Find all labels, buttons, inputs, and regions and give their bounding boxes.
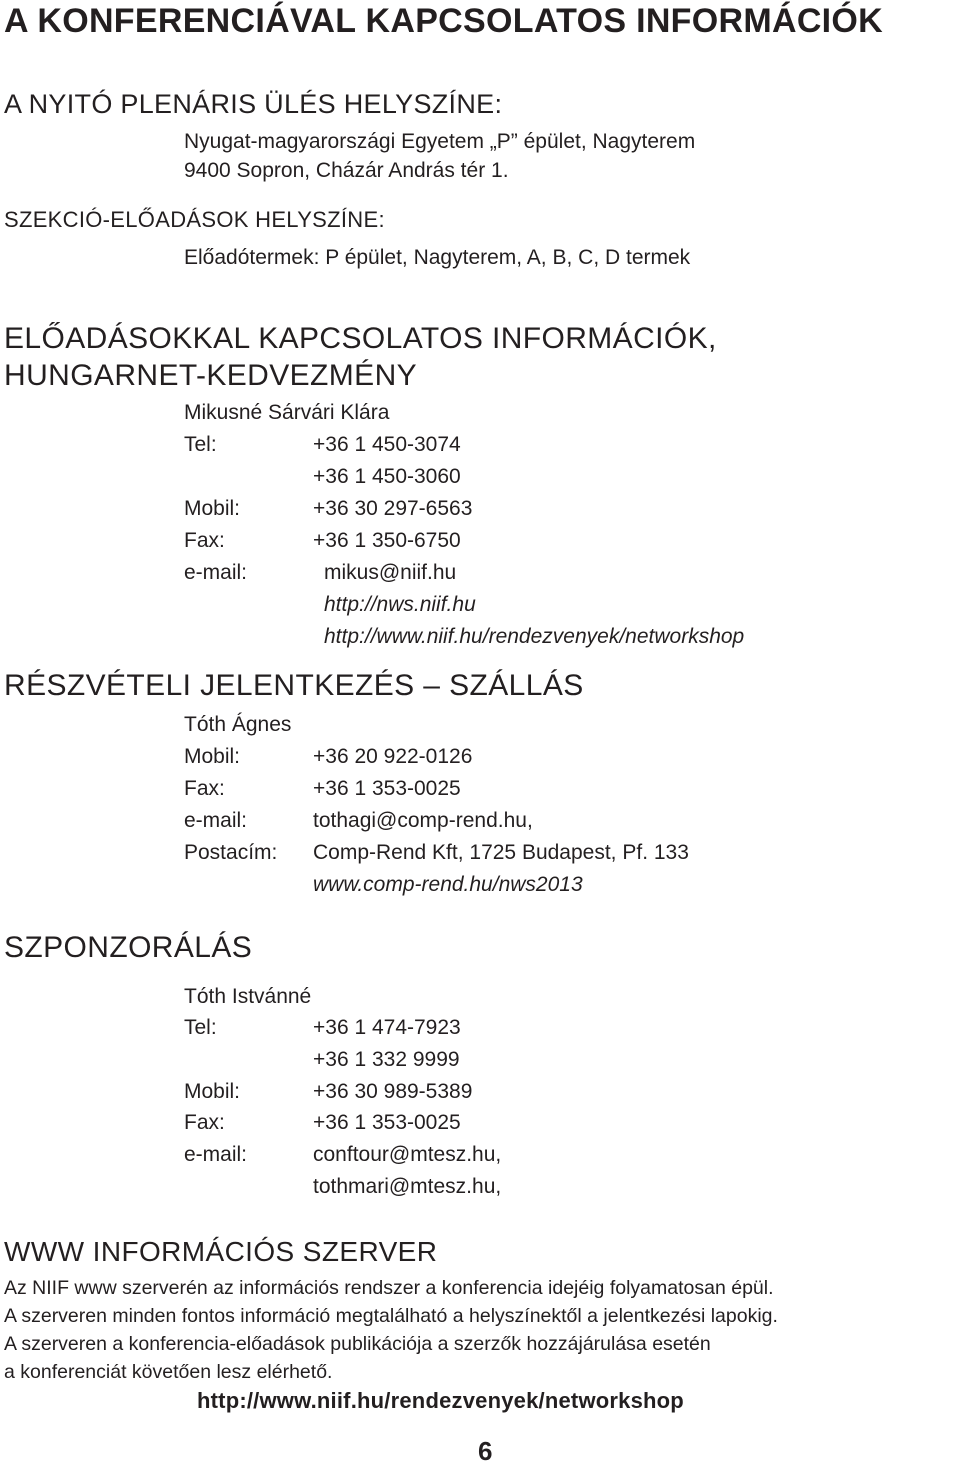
lectures-tel-1: +36 1 450-3074 bbox=[313, 433, 461, 456]
sponsor-mobil-label: Mobil: bbox=[184, 1080, 241, 1103]
lectures-fax-label: Fax: bbox=[184, 529, 225, 552]
opening-heading: A NYITÓ PLENÁRIS ÜLÉS HELYSZÍNE: bbox=[4, 89, 503, 119]
page-number: 6 bbox=[478, 1436, 493, 1466]
opening-location-line: Nyugat-magyarországi Egyetem „P” épület, Nagyterem bbox=[184, 130, 696, 153]
lectures-email-label: e-mail: bbox=[184, 561, 248, 584]
registration-url[interactable]: www.comp-rend.hu/nws2013 bbox=[313, 873, 583, 896]
www-paragraph-2: A szerveren minden fontos információ megtalálható a helyszínektől a jelentkezési lapokig. bbox=[4, 1305, 778, 1327]
lectures-contact-name: Mikusné Sárvári Klára bbox=[184, 401, 390, 424]
sponsor-email-label: e-mail: bbox=[184, 1143, 248, 1166]
lectures-fax: +36 1 350-6750 bbox=[313, 529, 461, 552]
registration-mobil: +36 20 922-0126 bbox=[313, 745, 473, 768]
www-paragraph-3: A szerveren a konferencia-előadások publikációja a szerzők hozzájárulása esetén bbox=[4, 1333, 711, 1355]
www-paragraph-4: a konferenciát követően lesz elérhető. bbox=[4, 1361, 333, 1383]
lectures-mobil: +36 30 297-6563 bbox=[313, 497, 473, 520]
sponsor-email-1[interactable]: conftour@mtesz.hu, bbox=[313, 1143, 502, 1166]
lectures-tel-2: +36 1 450-3060 bbox=[313, 465, 461, 488]
registration-email[interactable]: tothagi@comp-rend.hu, bbox=[313, 809, 533, 832]
registration-fax-label: Fax: bbox=[184, 777, 225, 800]
registration-mobil-label: Mobil: bbox=[184, 745, 241, 768]
sponsor-fax-label: Fax: bbox=[184, 1111, 225, 1134]
sponsor-mobil: +36 30 989-5389 bbox=[313, 1080, 473, 1103]
page-title: A KONFERENCIÁVAL KAPCSOLATOS INFORMÁCIÓK bbox=[4, 2, 884, 40]
registration-contact-name: Tóth Ágnes bbox=[184, 713, 292, 736]
lectures-heading: ELŐADÁSOKKAL KAPCSOLATOS INFORMÁCIÓK, bbox=[4, 322, 717, 355]
lectures-email[interactable]: mikus@niif.hu bbox=[324, 561, 457, 584]
sponsor-tel-1: +36 1 474-7923 bbox=[313, 1016, 461, 1039]
sponsor-contact-name: Tóth Istvánné bbox=[184, 985, 312, 1008]
registration-postal: Comp-Rend Kft, 1725 Budapest, Pf. 133 bbox=[313, 841, 689, 864]
lectures-mobil-label: Mobil: bbox=[184, 497, 241, 520]
sponsor-tel-label: Tel: bbox=[184, 1016, 217, 1039]
registration-postal-label: Postacím: bbox=[184, 841, 278, 864]
registration-heading: RÉSZVÉTELI JELENTKEZÉS – SZÁLLÁS bbox=[4, 669, 584, 702]
lectures-tel-label: Tel: bbox=[184, 433, 217, 456]
sponsor-email-2[interactable]: tothmari@mtesz.hu, bbox=[313, 1175, 502, 1198]
section-rooms-line: Előadótermek: P épület, Nagyterem, A, B, C, D termek bbox=[184, 246, 691, 269]
registration-fax: +36 1 353-0025 bbox=[313, 777, 461, 800]
www-paragraph-1: Az NIIF www szerverén az információs rendszer a konferencia idejéig folyamatosan épül. bbox=[4, 1277, 774, 1299]
sponsor-heading: SZPONZORÁLÁS bbox=[4, 931, 253, 964]
lectures-url-networkshop[interactable]: http://www.niif.hu/rendezvenyek/networkshop bbox=[324, 625, 745, 648]
registration-email-label: e-mail: bbox=[184, 809, 248, 832]
www-link[interactable]: http://www.niif.hu/rendezvenyek/networkshop bbox=[197, 1388, 684, 1413]
opening-address-line: 9400 Sopron, Cházár András tér 1. bbox=[184, 159, 509, 182]
www-heading: WWW INFORMÁCIÓS SZERVER bbox=[4, 1236, 438, 1267]
lectures-heading-2: HUNGARNET-KEDVEZMÉNY bbox=[4, 359, 418, 392]
sponsor-fax: +36 1 353-0025 bbox=[313, 1111, 461, 1134]
section-heading: SZEKCIÓ-ELŐADÁSOK HELYSZÍNE: bbox=[4, 207, 385, 232]
lectures-url-nws[interactable]: http://nws.niif.hu bbox=[324, 593, 476, 616]
sponsor-tel-2: +36 1 332 9999 bbox=[313, 1048, 460, 1071]
